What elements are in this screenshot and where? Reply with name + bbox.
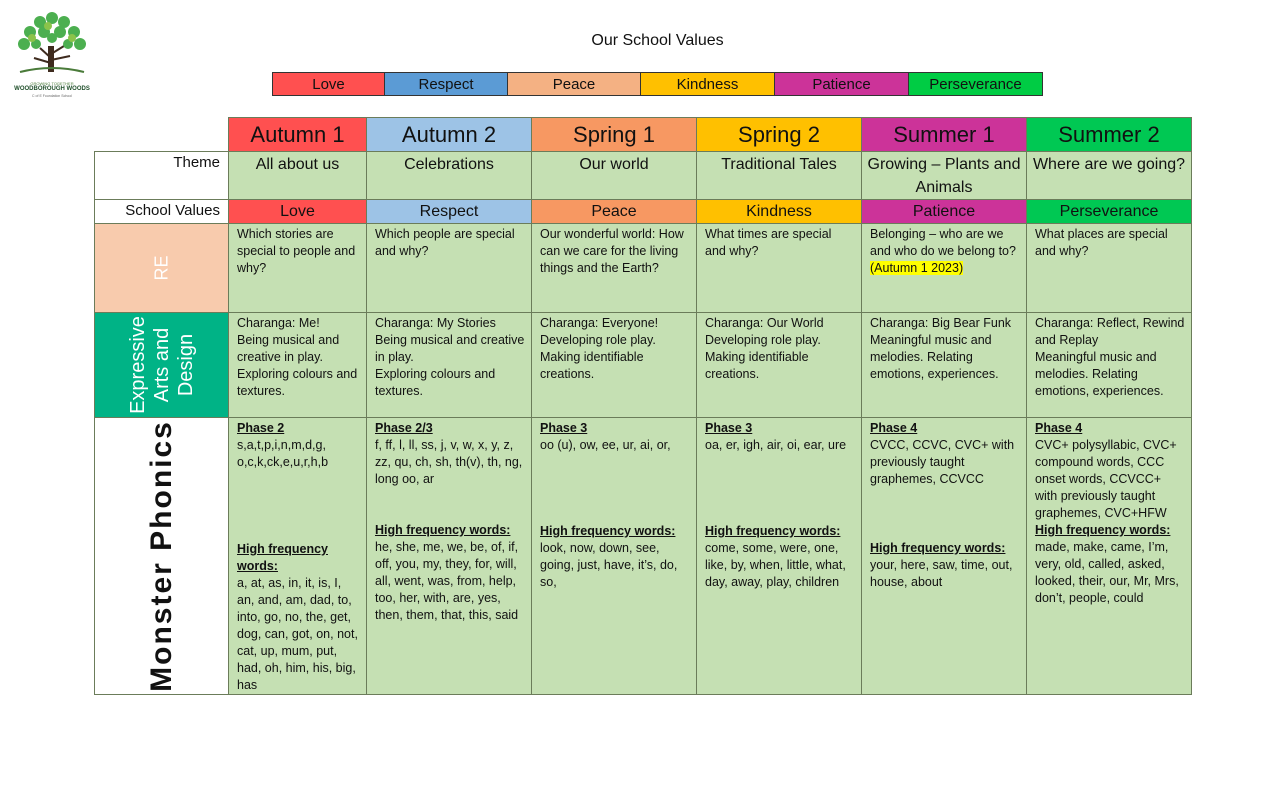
ead-line: Making identifiable creations.: [705, 350, 809, 381]
value-respect: Respect: [385, 73, 508, 95]
hfw-label: High frequency words:: [705, 524, 841, 538]
phonics-phase: Phase 3: [705, 421, 753, 435]
phonics-phase: Phase 4: [870, 421, 918, 435]
value-love: Love: [273, 73, 385, 95]
phonics-sounds: CVCC, CCVC, CVC+ with previously taught graphemes, CCVCC: [870, 438, 1015, 486]
row-label-re: [95, 224, 229, 313]
term-autumn-2: Autumn 2: [367, 118, 532, 152]
theme-cell: Our world: [532, 152, 697, 200]
ead-row: [95, 313, 1192, 418]
ead-line: Charanga: Me!: [237, 316, 320, 330]
hfw-label: High frequency words:: [1035, 523, 1171, 537]
phonics-phase: Phase 4: [1035, 421, 1083, 435]
monster-phonics-logo: Monster Phonics: [144, 420, 178, 692]
theme-cell: Celebrations: [367, 152, 532, 200]
value-patience: Patience: [775, 73, 909, 95]
school-name: WOODBOROUGH WOODS: [14, 86, 90, 92]
re-row: [95, 224, 1192, 313]
theme-row: [95, 152, 1192, 200]
value-cell: Peace: [532, 200, 697, 224]
value-cell: Love: [229, 200, 367, 224]
ead-line: Meaningful music and melodies. Relating emotions, experiences.: [870, 333, 999, 381]
ead-line: Charanga: Our World: [705, 316, 824, 330]
re-cell: [862, 224, 1027, 313]
ead-line: Charanga: Everyone!: [540, 316, 659, 330]
hfw-words: he, she, me, we, be, of, if, off, you, my, they, for, will, all, went, was, from, help, too, her, with, are, yes, then, them, that, this, said: [375, 540, 519, 622]
re-cell: Which people are special and why?: [367, 224, 532, 313]
ead-line: Exploring colours and textures.: [237, 367, 358, 398]
logo-subtitle: C of E Foundation School: [32, 94, 72, 98]
curriculum-table: [94, 117, 1192, 695]
hfw-words: look, now, down, see, going, just, have, it’s, do, so,: [540, 541, 678, 589]
re-cell: What times are special and why?: [697, 224, 862, 313]
phonics-phase: Phase 2/3: [375, 421, 433, 435]
re-label: RE: [151, 255, 171, 281]
hfw-label: High frequency words:: [237, 542, 328, 573]
hfw-words: come, some, were, one, like, by, when, little, what, day, away, play, children: [705, 541, 846, 589]
ead-line: Charanga: My Stories: [375, 316, 496, 330]
ead-line: Being musical and creative in play.: [375, 333, 525, 364]
hfw-words: your, here, saw, time, out, house, about: [870, 558, 1013, 589]
phonics-row: [95, 418, 1192, 695]
re-cell: Which stories are special to people and why?: [229, 224, 367, 313]
value-perseverance: Perseverance: [909, 73, 1042, 95]
phonics-sounds: CVC+ polysyllabic, CVC+ compound words, CCC onset words, CCVCC+ with previously taught graphemes, CVC+HFW: [1035, 438, 1177, 520]
term-summer-2: Summer 2: [1027, 118, 1192, 152]
value-peace: Peace: [508, 73, 641, 95]
ead-line: Charanga: Big Bear Funk: [870, 316, 1012, 330]
theme-cell: Where are we going?: [1027, 152, 1192, 200]
phonics-sounds: oo (u), ow, ee, ur, ai, or,: [540, 438, 671, 452]
re-highlight-note: (Autumn 1 2023): [870, 261, 964, 275]
ead-cell: [697, 313, 862, 418]
ead-line: Exploring colours and textures.: [375, 367, 496, 398]
re-cell: Our wonderful world: How can we care for the living things and the Earth?: [532, 224, 697, 313]
value-cell: Patience: [862, 200, 1027, 224]
ead-cell: [532, 313, 697, 418]
phonics-cell: [697, 418, 862, 695]
page-title: Our School Values: [591, 32, 724, 49]
hfw-words: a, at, as, in, it, is, I, an, and, am, dad, to, into, go, no, the, get, dog, can, got, on, not, cat, up, mum, put, had, oh, him, his, big, has: [237, 576, 358, 692]
ead-cell: [229, 313, 367, 418]
re-cell: What places are special and why?: [1027, 224, 1192, 313]
ead-cell: [1027, 313, 1192, 418]
ead-line: Developing role play.: [540, 333, 656, 347]
ead-line: Charanga: Reflect, Rewind and Replay: [1035, 316, 1185, 347]
ead-line: Being musical and creative in play.: [237, 333, 340, 364]
term-header-row: [95, 118, 1192, 152]
phonics-phase: Phase 3: [540, 421, 588, 435]
value-cell: Kindness: [697, 200, 862, 224]
values-bar: [272, 72, 1043, 96]
theme-cell: Traditional Tales: [697, 152, 862, 200]
ead-cell: [862, 313, 1027, 418]
term-spring-2: Spring 2: [697, 118, 862, 152]
phonics-cell: [532, 418, 697, 695]
row-label-theme: Theme: [95, 152, 229, 200]
phonics-cell: [367, 418, 532, 695]
phonics-phase: Phase 2: [237, 421, 285, 435]
row-label-ead: [95, 313, 229, 418]
row-label-phonics: [95, 418, 229, 695]
value-cell: Respect: [367, 200, 532, 224]
values-row: [95, 200, 1192, 224]
re-text: Belonging – who are we and who do we belong to?: [870, 227, 1016, 258]
value-kindness: Kindness: [641, 73, 775, 95]
term-summer-1: Summer 1: [862, 118, 1027, 152]
logo-tagline: GROWING TOGETHER: [30, 81, 74, 86]
term-spring-1: Spring 1: [532, 118, 697, 152]
phonics-sounds: oa, er, igh, air, oi, ear, ure: [705, 438, 847, 452]
ead-cell: [367, 313, 532, 418]
school-logo: [12, 8, 92, 100]
ead-label: Expressive Arts and Design: [126, 316, 197, 414]
phonics-cell: [229, 418, 367, 695]
theme-cell: Growing – Plants and Animals: [862, 152, 1027, 200]
phonics-cell: [1027, 418, 1192, 695]
hfw-label: High frequency words:: [870, 541, 1006, 555]
row-label-values: School Values: [95, 200, 229, 224]
hfw-words: made, make, came, I’m, very, old, called, asked, looked, their, our, Mr, Mrs, don’t, people, could: [1035, 540, 1179, 605]
phonics-cell: [862, 418, 1027, 695]
ead-line: Making identifiable creations.: [540, 350, 644, 381]
phonics-sounds: f, ff, l, ll, ss, j, v, w, x, y, z, zz, qu, ch, sh, th(v), th, ng, long oo, ar: [375, 438, 523, 486]
ead-line: Meaningful music and melodies. Relating emotions, experiences.: [1035, 350, 1164, 398]
hfw-label: High frequency words:: [540, 524, 676, 538]
hfw-label: High frequency words:: [375, 523, 511, 537]
value-cell: Perseverance: [1027, 200, 1192, 224]
ead-line: Developing role play.: [705, 333, 821, 347]
theme-cell: All about us: [229, 152, 367, 200]
term-autumn-1: Autumn 1: [229, 118, 367, 152]
phonics-sounds: s,a,t,p,i,n,m,d,g, o,c,k,ck,e,u,r,h,b: [237, 438, 329, 469]
